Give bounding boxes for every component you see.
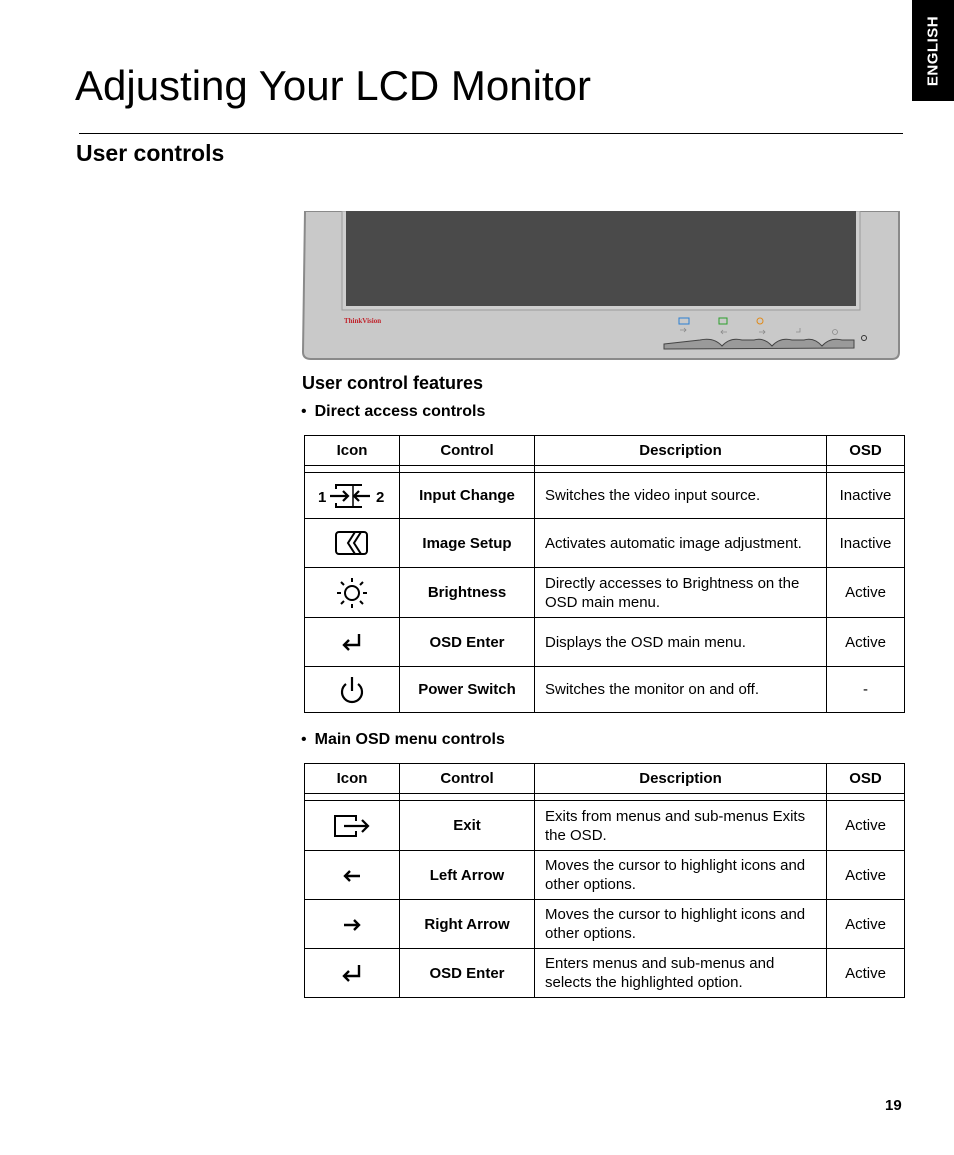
table-row	[305, 519, 905, 568]
main-osd-controls-label: Main OSD menu controls	[314, 731, 505, 748]
main-osd-controls-bullet: • Main OSD menu controls	[301, 731, 505, 748]
svg-text:2: 2	[376, 488, 385, 506]
control-description: Moves the cursor to highlight icons and other options.	[535, 851, 827, 900]
title-divider	[79, 133, 903, 134]
osd-status: Active	[827, 568, 905, 618]
header-icon: Icon	[305, 436, 400, 466]
osd-status: Active	[827, 900, 905, 949]
control-name: Right Arrow	[400, 900, 535, 949]
header-description: Description	[535, 764, 827, 794]
power-icon	[305, 667, 400, 713]
page-title: Adjusting Your LCD Monitor	[75, 62, 591, 109]
table-row	[305, 900, 905, 949]
right-arrow-icon	[305, 900, 400, 949]
page-number: 19	[885, 1097, 902, 1114]
monitor-illustration	[302, 211, 901, 360]
osd-status: Inactive	[827, 473, 905, 519]
table-row	[305, 568, 905, 618]
header-osd: OSD	[827, 764, 905, 794]
control-description: Directly accesses to Brightness on the OSD main menu.	[535, 568, 827, 618]
control-description: Enters menus and sub-menus and selects the highlighted option.	[535, 949, 827, 998]
osd-status: Inactive	[827, 519, 905, 568]
left-arrow-icon	[305, 851, 400, 900]
control-description: Displays the OSD main menu.	[535, 618, 827, 667]
header-control: Control	[400, 436, 535, 466]
control-name: Input Change	[400, 473, 535, 519]
enter-icon	[305, 949, 400, 998]
svg-text:1: 1	[318, 488, 327, 506]
features-heading: User control features	[302, 373, 484, 393]
language-tab-label: ENGLISH	[924, 15, 942, 86]
table-row	[305, 473, 905, 519]
control-name: OSD Enter	[400, 949, 535, 998]
section-title: User controls	[76, 140, 225, 166]
control-description: Exits from menus and sub-menus Exits the OSD.	[535, 801, 827, 851]
control-name: OSD Enter	[400, 618, 535, 667]
input-change-icon	[305, 473, 400, 519]
control-name: Image Setup	[400, 519, 535, 568]
table-row	[305, 801, 905, 851]
header-osd: OSD	[827, 436, 905, 466]
direct-controls-table	[304, 435, 905, 713]
osd-status: Active	[827, 851, 905, 900]
direct-controls-bullet: • Direct access controls	[301, 403, 486, 420]
header-description: Description	[535, 436, 827, 466]
table-row	[305, 618, 905, 667]
header-icon: Icon	[305, 764, 400, 794]
osd-status: Active	[827, 618, 905, 667]
control-name: Power Switch	[400, 667, 535, 713]
brand-logo-text: ThinkVision	[344, 317, 382, 325]
control-description: Switches the monitor on and off.	[535, 667, 827, 713]
table-header-row	[305, 436, 905, 466]
image-setup-icon	[305, 519, 400, 568]
osd-status: -	[827, 667, 905, 713]
header-control: Control	[400, 764, 535, 794]
table-row	[305, 667, 905, 713]
main-osd-controls-table	[304, 763, 905, 998]
exit-icon	[305, 801, 400, 851]
control-description: Switches the video input source.	[535, 473, 827, 519]
brightness-icon	[305, 568, 400, 618]
table-header-row	[305, 764, 905, 794]
control-name: Brightness	[400, 568, 535, 618]
control-description: Moves the cursor to highlight icons and other options.	[535, 900, 827, 949]
control-name: Left Arrow	[400, 851, 535, 900]
osd-status: Active	[827, 801, 905, 851]
osd-status: Active	[827, 949, 905, 998]
language-tab	[912, 0, 954, 101]
enter-icon	[305, 618, 400, 667]
control-description: Activates automatic image adjustment.	[535, 519, 827, 568]
direct-controls-label: Direct access controls	[314, 403, 486, 420]
table-row	[305, 851, 905, 900]
control-name: Exit	[400, 801, 535, 851]
table-row	[305, 949, 905, 998]
